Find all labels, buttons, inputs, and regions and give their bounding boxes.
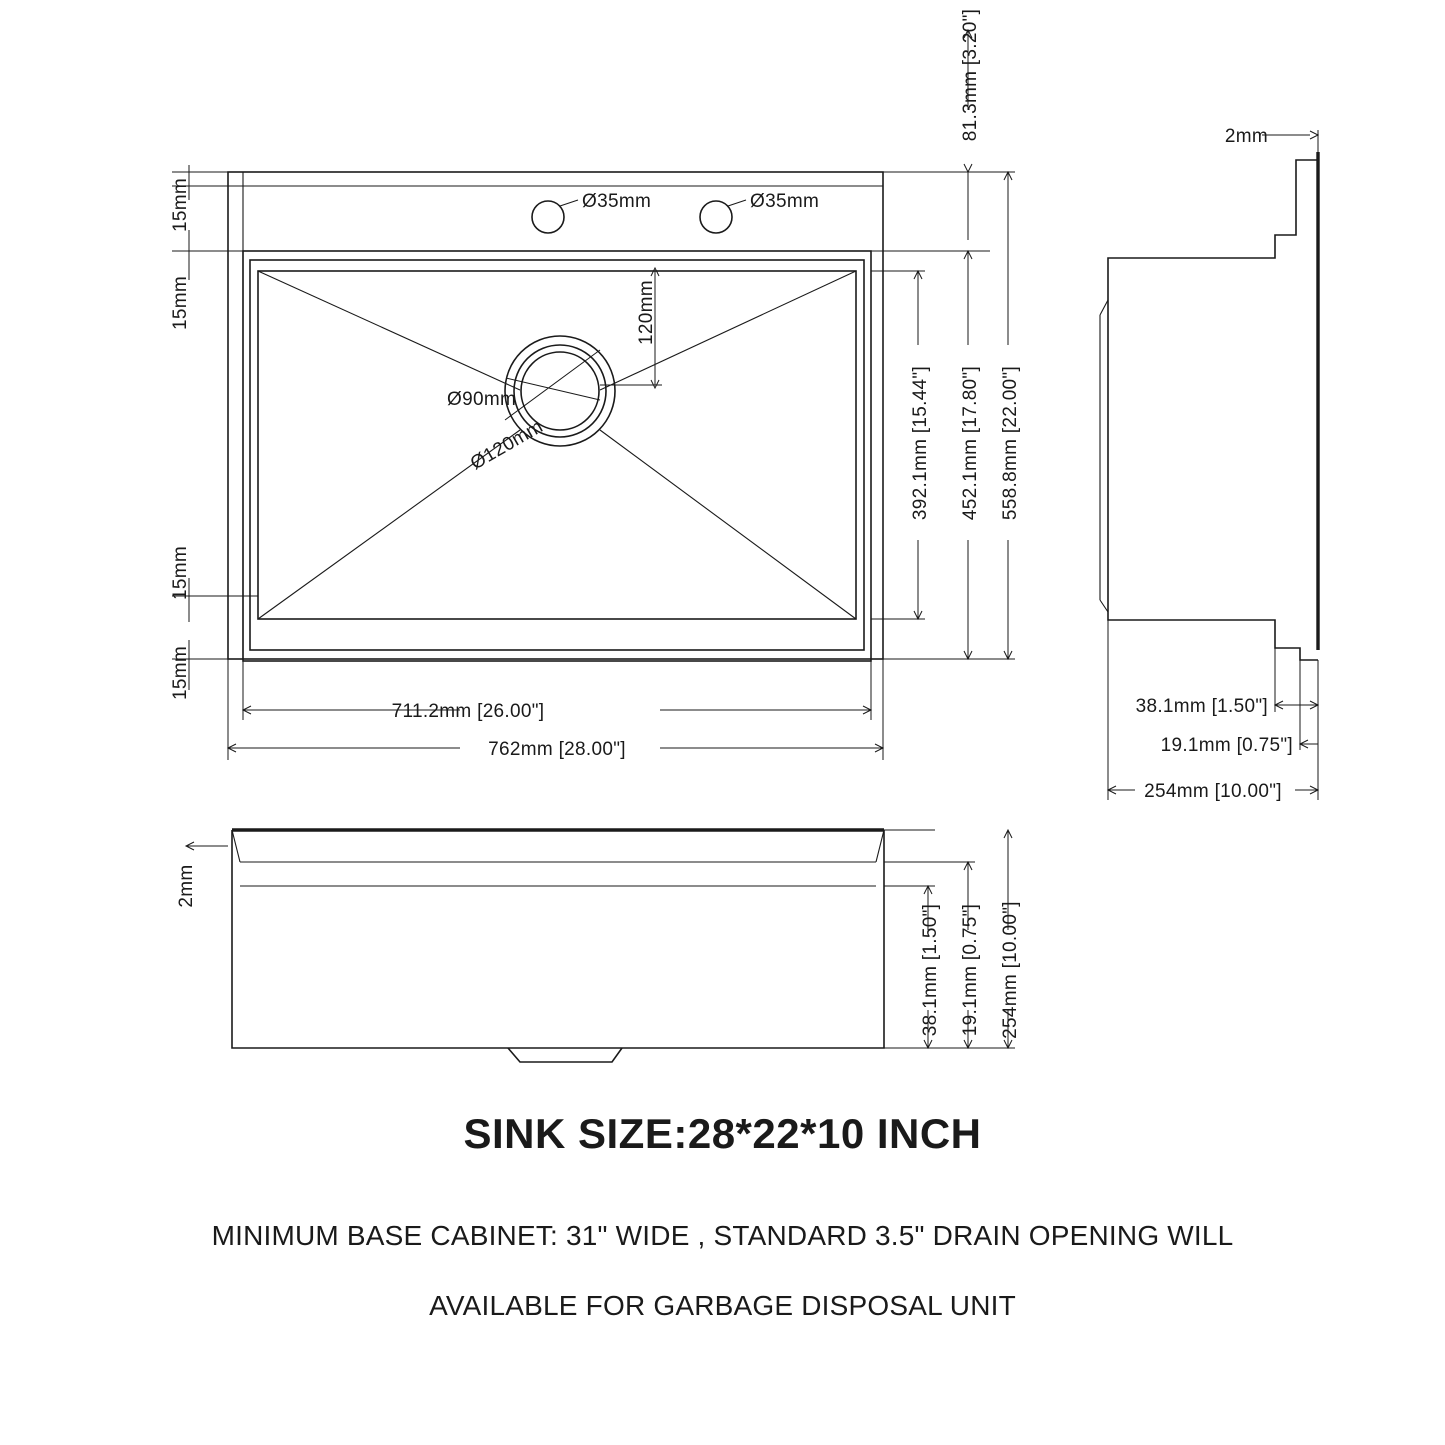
label-radius-bottom-outer: 15mm [170,646,191,700]
label-back-ledge: 81.3mm [3.20"] [960,8,981,142]
cabinet-note-line-2: AVAILABLE FOR GARBAGE DISPOSAL UNIT [429,1290,1016,1321]
drain-leader-1 [505,350,600,420]
side-2mm-arrow [1310,131,1318,139]
bowl-inner-outline [250,260,864,650]
front-drain-boss [508,1048,622,1062]
label-side-lip-depth: 19.1mm [0.75"] [1160,735,1293,756]
label-front-total-depth: 254mm [10.00"] [1000,901,1021,1039]
side-bowl-left-bot [1100,600,1108,612]
label-faucet-left: Ø35mm [582,191,652,212]
faucet-right-leader [728,200,746,206]
label-height-mid: 452.1mm [17.80"] [960,365,981,521]
label-width-outer: 762mm [28.00"] [488,739,626,760]
cabinet-note-line-1: MINIMUM BASE CABINET: 31" WIDE , STANDARD 3.5" DRAIN OPENING WILL [211,1220,1234,1251]
label-front-ledge-depth: 38.1mm [1.50"] [920,903,941,1037]
label-radius-top-inner: 15mm [170,276,191,330]
bowl-slope-br [600,430,856,619]
label-side-ledge-depth: 38.1mm [1.50"] [1135,696,1268,717]
bowl-rim-outline [243,251,871,661]
label-drain-outer: Ø120mm [467,416,547,475]
front-ledge-left-bevel [232,830,240,862]
label-front-thickness: 2mm [176,864,197,908]
drain-leader-2 [506,378,600,400]
front-body-outline [232,830,884,1048]
front-view-group [186,830,1015,1062]
label-radius-bottom-inner: 15mm [170,546,191,600]
sink-deck-outline [228,172,883,659]
bowl-bottom-outline [258,271,856,619]
label-radius-top-outer: 15mm [170,178,191,232]
label-width-inner: 711.2mm [26.00"] [391,701,545,722]
bowl-slope-tl [258,271,520,390]
faucet-hole-right [700,201,732,233]
sink-size-title: SINK SIZE:28*22*10 INCH [463,1110,982,1157]
side-profile-outline [1108,160,1318,660]
label-faucet-right: Ø35mm [750,191,820,212]
label-height-outer: 558.8mm [22.00"] [1000,365,1021,521]
side-bowl-left-top [1100,300,1108,315]
label-drain-inner: Ø90mm [447,389,517,410]
label-height-bowl: 392.1mm [15.44"] [910,365,931,521]
label-side-thickness: 2mm [1224,126,1268,147]
front-ledge-right-bevel [876,830,884,862]
faucet-hole-left [532,201,564,233]
top-view-group [172,30,1015,760]
faucet-left-leader [560,200,578,206]
dimension-labels [170,9,1293,1039]
ledge-arrow-bot [964,164,972,172]
label-drain-offset: 120mm [636,280,657,345]
label-side-total-depth: 254mm [10.00"] [1144,781,1282,802]
label-front-lip-depth: 19.1mm [0.75"] [960,903,981,1037]
